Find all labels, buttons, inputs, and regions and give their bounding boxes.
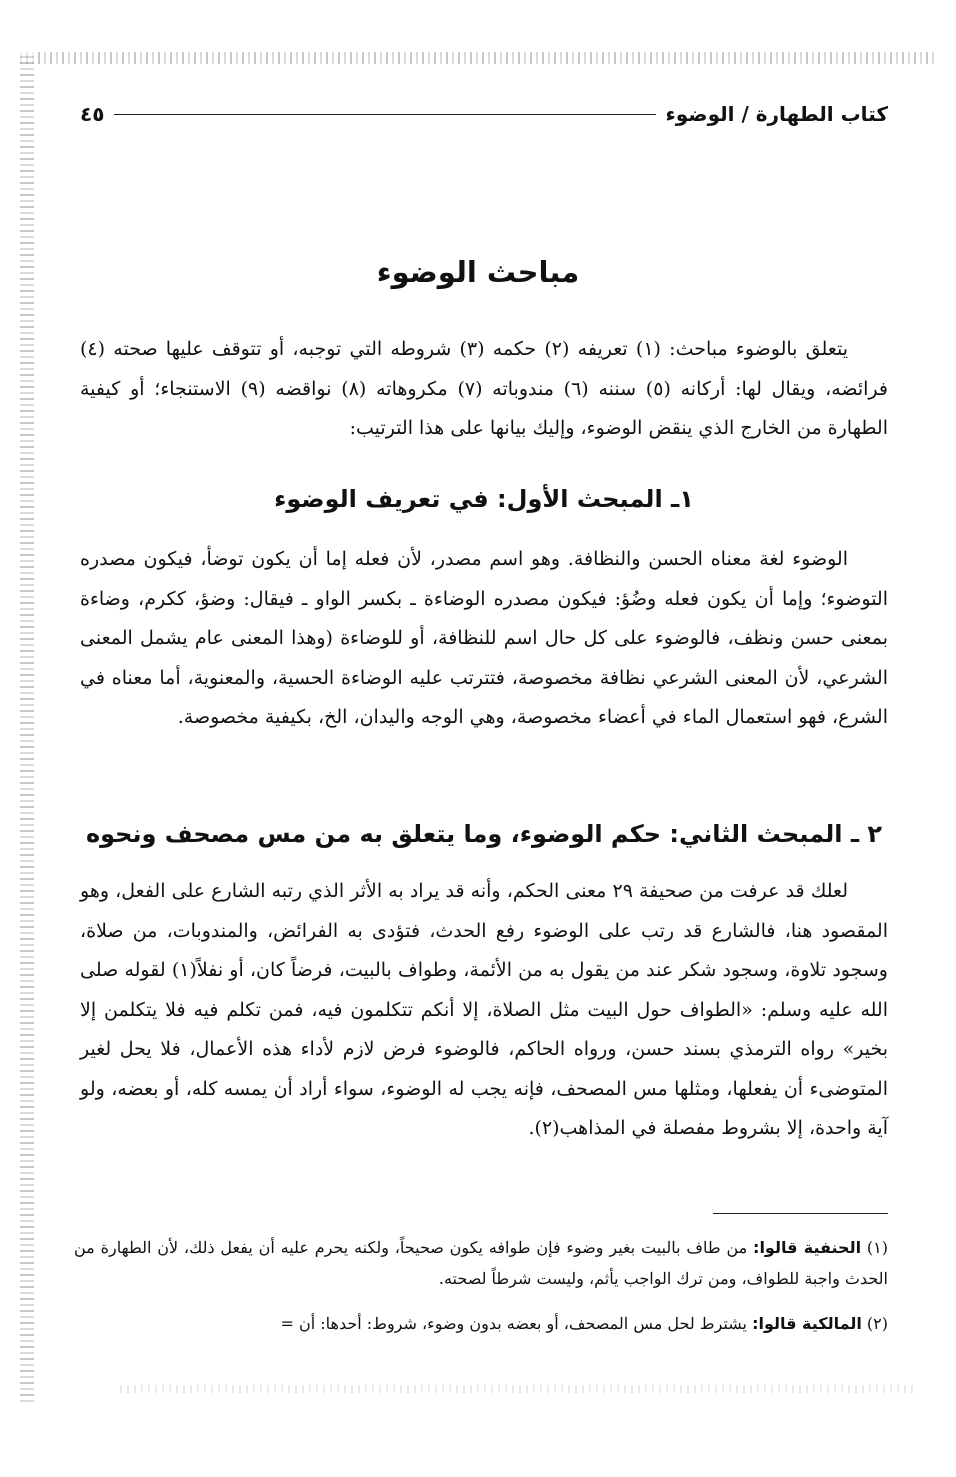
- intro-text: يتعلق بالوضوء مباحث: (١) تعريفه (٢) حكمه (٣) شروطه التي توجبه، أو تتوقف عليها صحته (٤) فرائضه، ويقال لها: أركانه (٥) سننه (٦) مندوباته (٧) مكروهاته (٨) نواقضه (٩) الاستنجاء؛ أو كيفية الطهارة من الخارج الذي ينقض الوضوء، وإليك بيانها على هذا الترتيب:: [80, 338, 888, 439]
- footnote-2-text: يشترط لحل مس المصحف، أو بعضه بدون وضوء، شروط: أحدها: أن =: [280, 1314, 747, 1333]
- section2-text: لعلك قد عرفت من صحيفة ٢٩ معنى الحكم، وأنه قد يراد به الأثر الذي رتبه الشارع على الفعل، وهو المقصود هنا، فالشارع قد رتب على الوضوء رفع الحدث، فتؤدى به الفرائض، والمندوبات، من صلاة، وسجود تلاوة، وسجود شكر عند من يقول به من الأئمة، وطواف بالبيت، فرضاً كان، أو نفلاً(١) لقوله صلى الله عليه وسلم: «الطواف حول البيت مثل الصلاة، إلا أنكم تتكلمون فيه، فمن تكلم فيه فلا يتكلمن إلا بخير» رواه الترمذي بسند حسن، ورواه الحاكم، فالوضوء فرض لازم لأداء هذه الأعمال، فلا يحل لغير المتوضىء أن يفعلها، ومثلها مس المصحف، فإنه يجب له الوضوء، سواء أراد أن يمسه كله، أو بعضه، ولو آية واحدة، إلا بشروط مفصلة في المذاهب(٢).: [80, 880, 888, 1139]
- decorative-border-top: [20, 52, 938, 64]
- running-title: كتاب الطهارة / الوضوء: [665, 102, 888, 126]
- footnote-2-label: المالكية قالوا:: [752, 1314, 862, 1333]
- section2-paragraph: [80, 872, 888, 1149]
- section1-heading: ١ـ المبحث الأول: في تعريف الوضوء: [274, 485, 694, 513]
- section1-text: الوضوء لغة معناه الحسن والنظافة. وهو اسم مصدر، لأن فعله إما أن يكون توضأ، فيكون مصدره التوضوء؛ وإما أن يكون فعله وضُؤ: فيكون مصدره الوضاءة ـ بكسر الواو ـ فيقال: وضؤ، ككرم، وضاءة بمعنى حسن ونظف، فالوضوء على كل حال اسم للنظافة، أو للوضاءة (وهذا المعنى عام يشمل المعنى الشرعي، لأن المعنى الشرعي نظافة مخصوصة، فتترتب عليه الوضاءة الحسية، والمعنوية، أما معناه في الشرع، فهو استعمال الماء في أعضاء مخصوصة، وهي الوجه واليدان، الخ، بكيفية مخصوصة.: [80, 548, 888, 728]
- footnote-1: [74, 1232, 888, 1294]
- page-number: ٤٥: [80, 102, 105, 126]
- page-title: مباحث الوضوء: [376, 255, 580, 289]
- intro-paragraph: [80, 330, 888, 449]
- footnote-separator: [713, 1213, 888, 1214]
- decorative-border-bottom: [120, 1385, 916, 1393]
- running-header: [80, 94, 888, 134]
- section2-heading: ٢ ـ المبحث الثاني: حكم الوضوء، وما يتعلق به من مس مصحف ونحوه: [85, 820, 883, 848]
- footnote-2: [74, 1308, 888, 1339]
- footnote-1-text: من طاف بالبيت بغير وضوء فإن طوافه يكون صحيحاً، ولكنه يحرم عليه أن يفعل ذلك، لأن الطهارة من الحدث واجبة للطواف، ومن ترك الواجب يأثم، وليست شرطاً لصحته.: [74, 1238, 888, 1288]
- footnote-2-marker: (٢): [866, 1314, 888, 1333]
- header-rule: [114, 114, 655, 115]
- footnote-1-marker: (١): [866, 1238, 889, 1257]
- section1-paragraph: [80, 540, 888, 738]
- footnote-1-label: الحنفية قالوا:: [753, 1238, 862, 1257]
